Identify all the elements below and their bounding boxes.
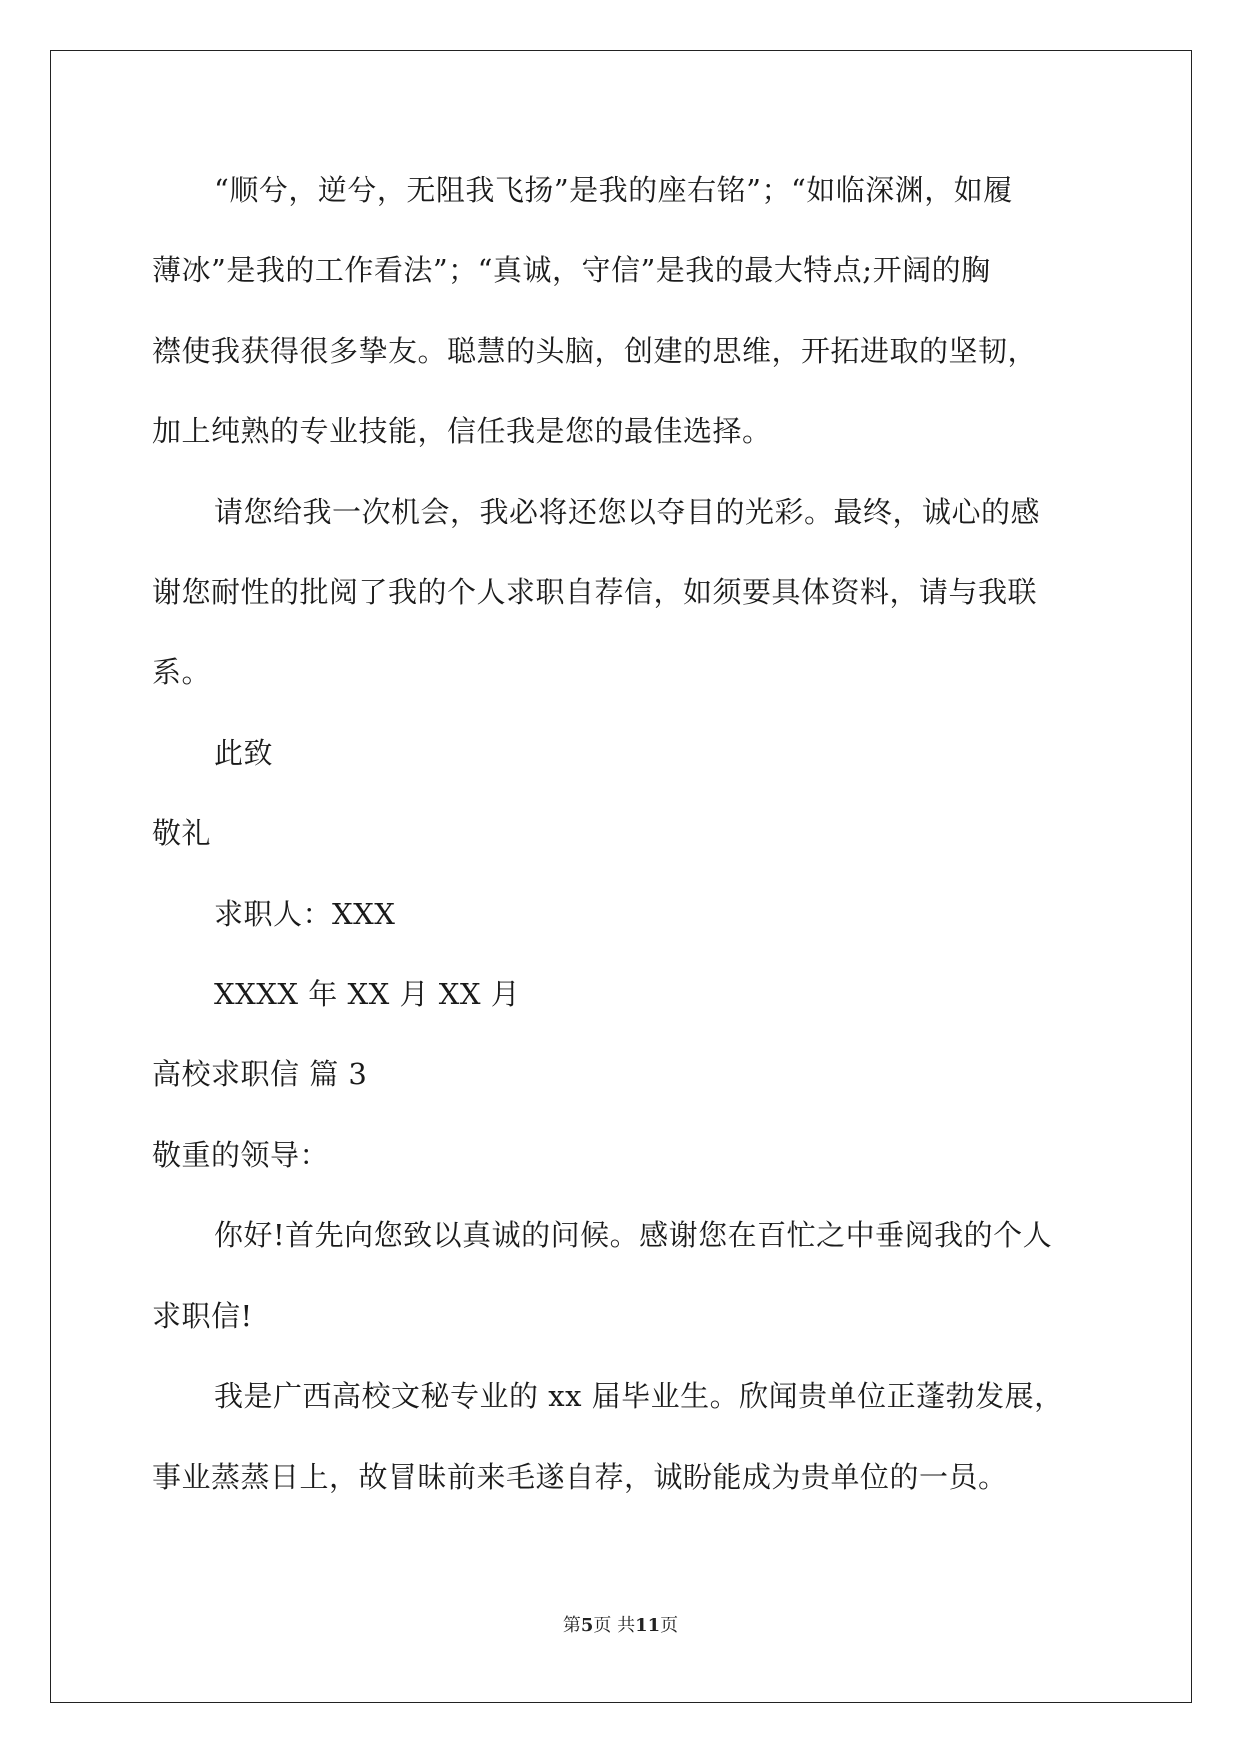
section-title: 高校求职信 篇 3 [152, 1057, 368, 1091]
closing-regards: 敬礼 [152, 816, 212, 850]
page-footer [0, 1614, 1241, 1638]
paragraph-1-line-2: 薄冰”是我的工作看法”；“真诚，守信”是我的最大特点;开阔的胸 [152, 253, 991, 287]
paragraph-1-line-3: 襟使我获得很多挚友。聪慧的头脑，创建的思维，开拓进取的坚韧， [152, 334, 1038, 368]
footer-mid: 页 共 [593, 1615, 636, 1636]
closing-salutation: 此致 [214, 736, 274, 770]
salutation: 敬重的领导： [152, 1138, 330, 1172]
footer-prefix: 第 [562, 1615, 581, 1636]
paragraph-4-line-1: 我是广西高校文秘专业的 xx 届毕业生。欣闻贵单位正蓬勃发展， [214, 1379, 1064, 1413]
paragraph-1-line-4: 加上纯熟的专业技能，信任我是您的最佳选择。 [152, 414, 772, 448]
paragraph-3-line-1: 你好!首先向您致以真诚的问候。感谢您在百忙之中垂阅我的个人 [214, 1218, 1053, 1252]
paragraph-1-line-1: “顺兮，逆兮，无阻我飞扬”是我的座右铭”；“如临深渊，如履 [214, 173, 1013, 207]
footer-page-number: 5 [580, 1615, 594, 1636]
date-line: XXXX 年 XX 月 XX 月 [214, 977, 521, 1011]
paragraph-4-line-2: 事业蒸蒸日上，故冒昧前来毛遂自荐，诚盼能成为贵单位的一员。 [152, 1460, 1008, 1494]
paragraph-3-line-2: 求职信! [152, 1299, 253, 1333]
page-border [50, 50, 1192, 1703]
signature: 求职人：XXX [214, 897, 396, 931]
footer-suffix: 页 [660, 1615, 679, 1636]
footer-total-pages: 11 [635, 1615, 661, 1636]
paragraph-2-line-1: 请您给我一次机会，我必将还您以夺目的光彩。最终，诚心的感 [214, 495, 1041, 529]
paragraph-2-line-3: 系。 [152, 655, 212, 689]
paragraph-2-line-2: 谢您耐性的批阅了我的个人求职自荐信，如须要具体资料，请与我联 [152, 575, 1038, 609]
